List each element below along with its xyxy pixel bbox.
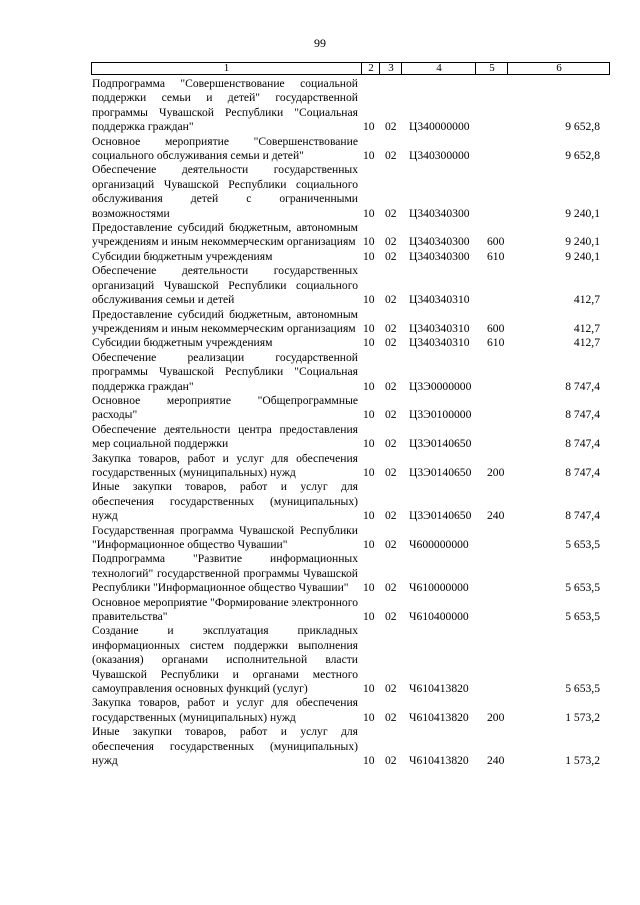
row-c3: 02 [385, 682, 397, 696]
row-c3: 02 [385, 379, 397, 393]
row-c4: Ц340340300 [409, 206, 470, 220]
table-row [0, 596, 640, 625]
row-c5: 240 [487, 509, 505, 523]
row-c3: 02 [385, 509, 397, 523]
row-c6: 8 747,4 [565, 408, 600, 422]
row-c2: 10 [363, 206, 375, 220]
row-c6: 8 747,4 [565, 465, 600, 479]
row-c4: Ц3Э0140650 [409, 465, 472, 479]
table-row [0, 221, 640, 250]
header-col-5: 5 [475, 63, 508, 74]
row-c3: 02 [385, 710, 397, 724]
row-c6: 1 573,2 [565, 754, 600, 768]
row-c6: 412,7 [573, 293, 600, 307]
table-row [0, 725, 640, 768]
row-c3: 02 [385, 581, 397, 595]
page-number: 99 [314, 36, 326, 50]
row-c4: Ц340340300 [409, 249, 470, 263]
row-c2: 10 [363, 682, 375, 696]
table-row [0, 452, 640, 481]
row-c4: Ц3Э0000000 [409, 379, 472, 393]
row-description: Закупка товаров, работ и услуг для обеспечения государственных (муниципальных) нужд [92, 451, 358, 479]
row-c6: 5 653,5 [565, 581, 600, 595]
row-description: Обеспечение деятельности центра предоставления мер социальной поддержки [92, 422, 358, 451]
row-c3: 02 [385, 149, 397, 163]
header-col-6: 6 [507, 63, 610, 74]
row-c6: 5 653,5 [565, 682, 600, 696]
row-c6: 412,7 [573, 336, 600, 350]
row-description: Субсидии бюджетным учреждениям [92, 336, 273, 350]
row-c6: 5 653,5 [565, 610, 600, 624]
row-c2: 10 [363, 149, 375, 163]
row-c2: 10 [363, 437, 375, 451]
row-description: Основное мероприятие "Формирование электронного правительства" [92, 595, 358, 624]
row-c4: Ч600000000 [409, 538, 469, 551]
row-c4: Ч610000000 [409, 581, 469, 595]
row-c2: 10 [363, 581, 375, 595]
table-row [0, 624, 640, 696]
table-row [0, 394, 640, 423]
table-body [0, 77, 640, 769]
row-c4: Ц3Э0140650 [409, 437, 472, 451]
row-description: Обеспечение реализации государственной программы Чувашской Республики "Социальная поддержка граждан" [92, 350, 358, 393]
row-c2: 10 [363, 321, 375, 335]
row-c6: 5 653,5 [565, 538, 600, 551]
table-row [0, 351, 640, 394]
row-c6: 9 240,1 [565, 235, 600, 249]
row-c5: 200 [487, 710, 505, 724]
row-c6: 8 747,4 [565, 437, 600, 451]
row-c6: 412,7 [573, 321, 600, 335]
row-c5: 240 [487, 754, 505, 768]
row-c3: 02 [385, 206, 397, 220]
row-description: Обеспечение деятельности государственных организаций Чувашской Республики социального обслуживания детей с ограниченными возможностями [92, 163, 358, 220]
row-c3: 02 [385, 754, 397, 768]
row-description: Государственная программа Чувашской Республики "Информационное общество Чувашии" [92, 523, 358, 551]
row-description: Закупка товаров, работ и услуг для обеспечения государственных (муниципальных) нужд [92, 696, 358, 724]
row-c2: 10 [363, 538, 375, 551]
table-row [0, 336, 640, 350]
row-description: Создание и эксплуатация прикладных информационных систем поддержки выполнения (оказания) органами исполнительной власти Чувашской Республики и органами местного самоуправления основных функций (услуг) [92, 624, 358, 696]
row-c5: 600 [487, 235, 505, 249]
table-row [0, 524, 640, 553]
row-c4: Ц340300000 [409, 149, 470, 163]
row-description: Обеспечение деятельности государственных организаций Чувашской Республики социального обслуживания семьи и детей [92, 264, 358, 307]
row-c3: 02 [385, 293, 397, 307]
row-description: Подпрограмма "Развитие информационных технологий" государственной программы Чувашской Республики "Информационное общество Чувашии" [92, 552, 358, 595]
row-c2: 10 [363, 465, 375, 479]
row-c4: Ч610413820 [409, 754, 469, 768]
row-c5: 200 [487, 465, 505, 479]
row-c6: 8 747,4 [565, 509, 600, 523]
table-row [0, 163, 640, 221]
row-c2: 10 [363, 336, 375, 350]
row-c3: 02 [385, 235, 397, 249]
row-description: Иные закупки товаров, работ и услуг для обеспечения государственных (муниципальных) нужд [92, 725, 358, 768]
row-c2: 10 [363, 120, 375, 134]
row-c3: 02 [385, 120, 397, 134]
row-c4: Ц340340300 [409, 235, 470, 249]
row-c2: 10 [363, 293, 375, 307]
row-description: Субсидии бюджетным учреждениям [92, 249, 273, 263]
row-c3: 02 [385, 465, 397, 479]
row-c6: 9 240,1 [565, 206, 600, 220]
row-c2: 10 [363, 710, 375, 724]
row-c3: 02 [385, 249, 397, 263]
row-c4: Ц3Э0100000 [409, 408, 472, 422]
row-description: Предоставление субсидий бюджетным, автономным учреждениям и иным некоммерческим организациям [92, 221, 358, 249]
row-c3: 02 [385, 336, 397, 350]
row-c3: 02 [385, 408, 397, 422]
row-c2: 10 [363, 754, 375, 768]
row-description: Предоставление субсидий бюджетным, автономным учреждениям и иным некоммерческим организациям [92, 307, 358, 335]
row-c2: 10 [363, 509, 375, 523]
row-c5: 610 [487, 249, 505, 263]
row-c4: Ц340340310 [409, 321, 470, 335]
row-description: Основное мероприятие "Совершенствование социального обслуживания семьи и детей" [92, 134, 358, 163]
row-c4: Ч610400000 [409, 610, 469, 624]
row-c6: 9 652,8 [565, 120, 600, 134]
table-row [0, 423, 640, 452]
row-description: Подпрограмма "Совершенствование социальной поддержки семьи и детей" государственной программы Чувашской Республики "Социальная поддержка граждан" [92, 77, 358, 134]
header-col-4: 4 [401, 63, 476, 74]
header-col-1: 1 [223, 62, 230, 74]
row-c3: 02 [385, 610, 397, 624]
row-c5: 600 [487, 321, 505, 335]
row-c4: Ц340340310 [409, 293, 470, 307]
row-c4: Ц3Э0140650 [409, 509, 472, 523]
table-row [0, 264, 640, 307]
table-row [0, 480, 640, 523]
row-c4: Ц340340310 [409, 336, 470, 350]
row-c3: 02 [385, 538, 397, 551]
row-c2: 10 [363, 235, 375, 249]
row-c5: 610 [487, 336, 505, 350]
row-c4: Ч610413820 [409, 710, 469, 724]
row-c6: 1 573,2 [565, 710, 600, 724]
table-header [91, 62, 610, 75]
row-c4: Ч610413820 [409, 682, 469, 696]
table-row [0, 308, 640, 337]
row-c4: Ц340000000 [409, 120, 470, 134]
row-c3: 02 [385, 437, 397, 451]
row-c2: 10 [363, 610, 375, 624]
table-row [0, 135, 640, 164]
row-c6: 8 747,4 [565, 379, 600, 393]
row-c2: 10 [363, 408, 375, 422]
row-description: Основное мероприятие "Общепрограммные расходы" [92, 393, 358, 422]
row-c2: 10 [363, 249, 375, 263]
row-c2: 10 [363, 379, 375, 393]
header-col-2: 2 [361, 63, 380, 74]
table-row [0, 77, 640, 135]
row-c3: 02 [385, 321, 397, 335]
table-row [0, 696, 640, 725]
table-row [0, 552, 640, 595]
row-c6: 9 652,8 [565, 149, 600, 163]
row-description: Иные закупки товаров, работ и услуг для обеспечения государственных (муниципальных) нужд [92, 480, 358, 523]
table-row [0, 250, 640, 264]
row-c6: 9 240,1 [565, 249, 600, 263]
header-col-3: 3 [379, 63, 402, 74]
